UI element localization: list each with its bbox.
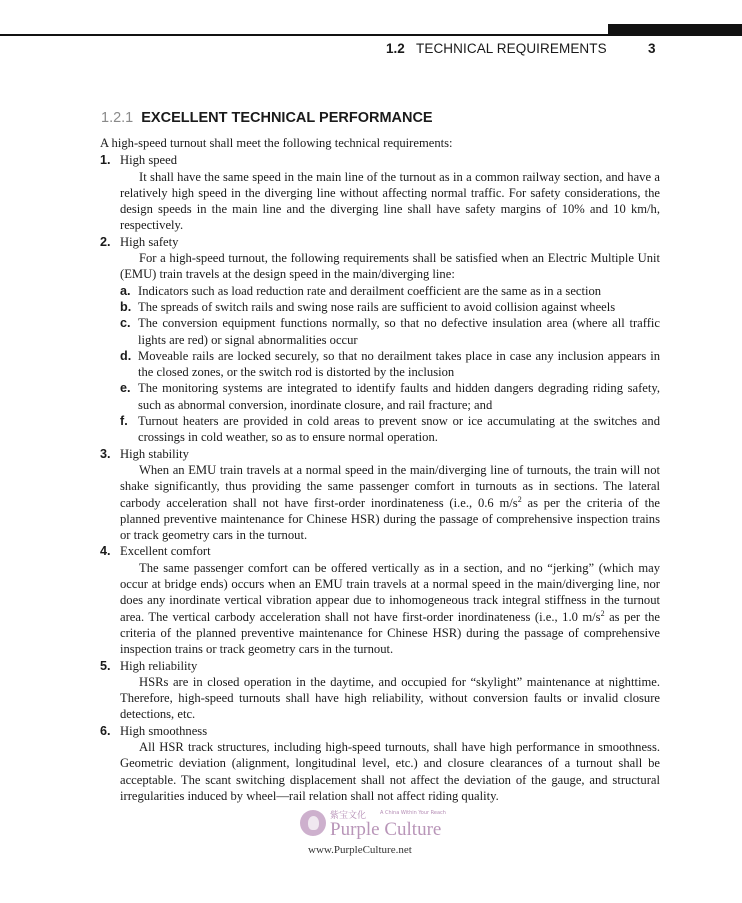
sub-item-letter: c. (120, 316, 131, 331)
item-number: 5. (100, 658, 111, 673)
item-number: 3. (100, 446, 111, 461)
body-text (100, 135, 660, 804)
superscript: 2 (600, 608, 605, 618)
superscript: 2 (517, 494, 522, 504)
header-section-title: TECHNICAL REQUIREMENTS (416, 41, 607, 56)
running-header (0, 40, 742, 60)
item-title: Excellent comfort (120, 544, 211, 559)
sub-item-letter: f. (120, 414, 128, 429)
sub-item (100, 299, 660, 315)
sub-item-text: Turnout heaters are provided in cold areas to prevent snow or ice accumulating at the switches and crossings in cold weather, so as to ensure normal operation. (138, 414, 660, 445)
section-title: EXCELLENT TECHNICAL PERFORMANCE (141, 110, 433, 126)
page-number: 3 (648, 41, 656, 56)
list-item-high-speed (100, 152, 660, 168)
sub-item (100, 380, 660, 413)
item-body: It shall have the same speed in the main line of the turnout as in a common railway section, and have a relatively high speed in the diverging line without affecting normal traffic. For safety considerations, the design speeds in the main line and the diverging line shall have safety margins of 10% and 10 km/h, respectively. (120, 169, 660, 233)
purple-culture-watermark (298, 808, 448, 860)
item-title: High stability (120, 446, 189, 461)
item-title: High safety (120, 234, 179, 249)
item-body-part: as per the criteria of the planned preventive maintenance for Chinese HSR) during the passage of comprehensive inspection trains or track geometry cars in the turnout. (120, 609, 660, 657)
list-item-excellent-comfort (100, 543, 660, 559)
item-number: 6. (100, 723, 111, 738)
watermark-chinese-text: 紫宝文化 (330, 811, 367, 821)
purple-culture-logo-icon (300, 810, 326, 836)
sub-item (100, 348, 660, 381)
list-item-high-stability (100, 446, 660, 462)
sub-item-letter: a. (120, 283, 131, 298)
section-heading (101, 110, 433, 126)
sub-item-letter: b. (120, 299, 132, 314)
item-title: High reliability (120, 658, 198, 673)
item-number: 2. (100, 234, 111, 249)
list-item-high-safety (100, 234, 660, 250)
sub-item-letter: e. (120, 381, 131, 396)
section-number: 1.2.1 (101, 110, 134, 126)
watermark-url: www.PurpleCulture.net (308, 844, 412, 856)
list-item-high-reliability (100, 658, 660, 674)
sub-item-text: The monitoring systems are integrated to identify faults and hidden dangers degrading riding safety, such as abnormal conversion, inordinate closure, and rail fracture; and (138, 381, 660, 412)
sub-item-letter: d. (120, 348, 132, 363)
item-number: 4. (100, 544, 111, 559)
intro-paragraph: A high-speed turnout shall meet the following technical requirements: (100, 136, 453, 150)
sub-item (100, 413, 660, 446)
header-section-number: 1.2 (386, 41, 405, 56)
item-title: High speed (120, 153, 178, 168)
item-title: High smoothness (120, 723, 208, 738)
item-body (100, 462, 660, 543)
watermark-tagline: A China Within Your Reach (380, 810, 446, 816)
sub-item-text: Moveable rails are locked securely, so that no derailment takes place in case any inclusion appears in the closed zones, or the switch rod is distorted by the inclusion (138, 348, 660, 380)
list-item-high-smoothness (100, 723, 660, 739)
header-tab-bar (608, 24, 742, 36)
sub-item-text: The conversion equipment functions normally, so that no defective insulation area (where all traffic lights are red) or signal abnormalities occur (138, 316, 660, 347)
item-body: All HSR track structures, including high-speed turnouts, shall have high performance in smoothness. Geometric deviation (alignment, longitudinal level, etc.) and closure clearances of a turnout shall be acceptable. The scant switching displacement shall not affect the deviation of the gauge, and structural irregularities induced by wheel—rail relation shall not affect riding quality. (120, 739, 660, 803)
item-body-part: as per the criteria of the planned preventive maintenance for Chinese HSR) during the passage of comprehensive inspection trains or track geometry cars in the turnout. (120, 495, 660, 543)
item-body-part: The same passenger comfort can be offered vertically as in a section, and no “jerking” (which may occur at bridge ends) occurs when an EMU train travels at a normal speed in the main/diverging line, nor does any inordinate vertical vibration appear due to inhomogeneous track integral stiffness in the turnout area. The vertical carbody acceleration shall not have first-order inordinateness (i.e., 1.0 m/s (120, 560, 660, 624)
sub-item-text: Indicators such as load reduction rate and derailment coefficient are the same as in a section (138, 283, 602, 298)
item-number: 1. (100, 153, 111, 168)
item-body (100, 560, 660, 658)
watermark-name: Purple Culture (330, 819, 442, 840)
item-body: HSRs are in closed operation in the daytime, and occupied for “skylight” maintenance at nighttime. Therefore, high-speed turnouts shall have high reliability, without conversion faults or invalid closure detections, etc. (120, 674, 660, 722)
item-body: For a high-speed turnout, the following requirements shall be satisfied when an Electric Multiple Unit (EMU) train travels at the design speed in the main/diverging line: (120, 251, 660, 282)
sub-item (100, 315, 660, 348)
sub-item (100, 283, 660, 299)
item-body-part: When an EMU train travels at a normal speed in the main/diverging line of turnouts, the train will not shake significantly, thus providing the same passenger comfort in turnouts as in sections. The lateral carbody acceleration shall not have first-order inordinateness (i.e., 0.6 m/s (120, 462, 660, 510)
sub-item-text: The spreads of switch rails and swing nose rails are sufficient to avoid collision against wheels (138, 299, 616, 314)
